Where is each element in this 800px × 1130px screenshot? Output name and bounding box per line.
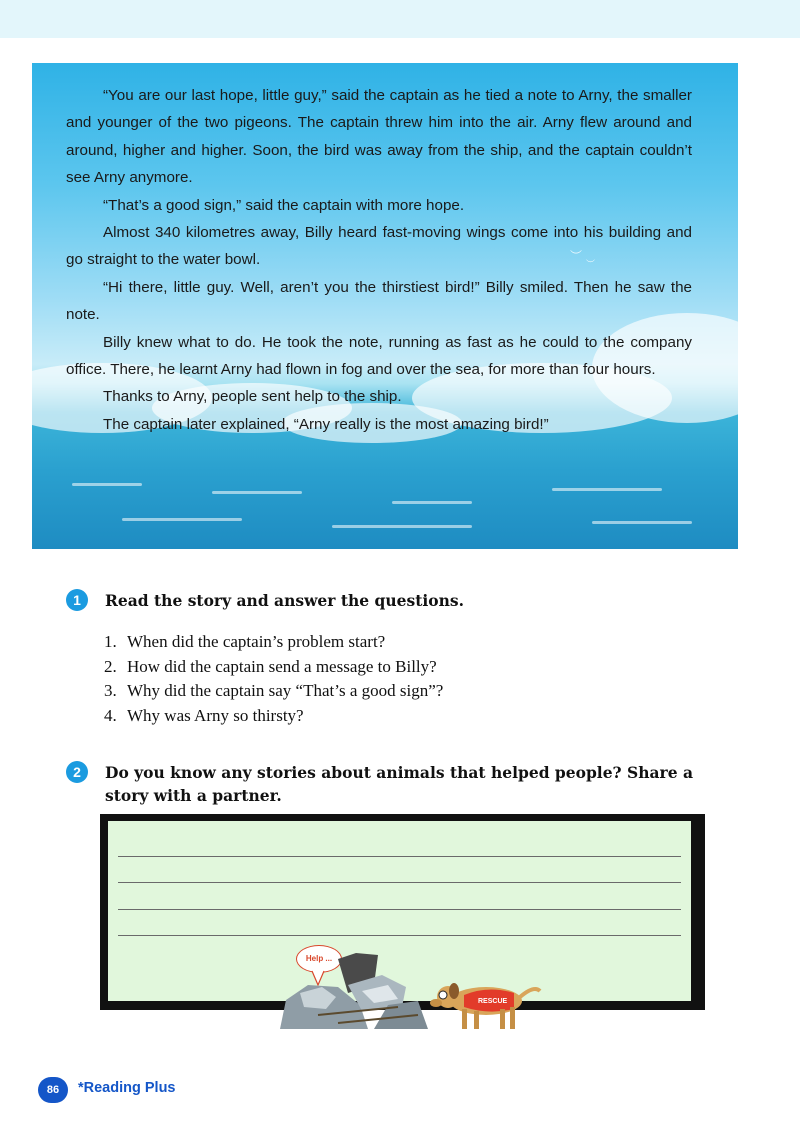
question-item: [104, 679, 443, 704]
page-number: 86: [38, 1077, 68, 1103]
dog-ear: [449, 983, 459, 999]
wave: [212, 491, 302, 494]
question-item: [104, 655, 443, 680]
speech-bubble-tail: [312, 971, 324, 985]
dog-tail: [520, 989, 540, 997]
section-label: *Reading Plus: [78, 1080, 176, 1096]
question-item: [104, 704, 443, 729]
seagull-icon: ︶: [586, 260, 596, 270]
story-paragraph: Thanks to Arny, people sent help to the ship.: [103, 388, 402, 406]
rubble-and-dog-drawing: [278, 945, 548, 1035]
speech-bubble: Help ...: [296, 945, 342, 973]
writing-line: [118, 909, 681, 910]
question-text: Why did the captain say “That’s a good sign”?: [127, 681, 444, 700]
dog-leg: [500, 1009, 505, 1029]
dog-goggles: [439, 991, 447, 999]
dog-snout: [430, 999, 442, 1007]
story-paragraph: “You are our last hope, little guy,” said the captain as he tied a note to Arny, the smaller and younger of the two pigeons. The captain threw him into the air. Arny flew around and around, higher and higher. Soon, the bird was away from the ship, and the captain couldn’t see Arny anymore.: [66, 87, 692, 187]
exercise-2-header: [66, 761, 726, 809]
question-list: [104, 630, 443, 728]
question-number: 4.: [104, 705, 117, 725]
story-paragraph: Billy knew what to do. He took the note, running as fast as he could to the company office. There, he learnt Arny had flown in fog and over the sea, for more than four hours.: [66, 333, 692, 379]
question-number: 3.: [104, 681, 117, 700]
dog-leg: [462, 1009, 467, 1029]
wave: [592, 521, 692, 524]
dog-leg: [474, 1011, 479, 1029]
wave: [392, 501, 472, 504]
dog-leg: [510, 1007, 515, 1029]
question-item: [104, 630, 443, 655]
story-paragraph: “That’s a good sign,” said the captain with more hope.: [103, 196, 465, 214]
exercise-1-title: Read the story and answer the questions.: [105, 591, 465, 610]
wave: [72, 483, 142, 486]
question-number: 1.: [104, 632, 117, 651]
story-panel: [32, 63, 738, 549]
wave: [122, 518, 242, 521]
writing-line: [118, 882, 681, 883]
question-text: Why was Arny so thirsty?: [127, 705, 304, 725]
story-paragraph: Almost 340 kilometres away, Billy heard fast-moving wings come into his building and go straight to the water bowl.: [66, 224, 692, 269]
wave: [552, 488, 662, 491]
story-paragraph: The captain later explained, “Arny really is the most amazing bird!”: [103, 415, 549, 433]
top-header-band: [0, 0, 800, 38]
story-paragraph: “Hi there, little guy. Well, aren’t you the thirstiest bird!” Billy smiled. Then he saw the note.: [66, 278, 692, 324]
rescue-vest-label: RESCUE: [478, 998, 508, 1005]
exercise-2-title: Do you know any stories about animals that helped people? Share a story with a partner.: [105, 763, 694, 805]
rescue-dog-illustration: [278, 945, 548, 1035]
writing-line: [118, 935, 681, 936]
story-text: [66, 82, 692, 438]
question-number: 2.: [104, 656, 117, 676]
question-text: How did the captain send a message to Billy?: [127, 656, 437, 676]
writing-line: [118, 856, 681, 857]
wave: [332, 525, 472, 528]
exercise-number-badge: 2: [66, 761, 88, 783]
exercise-number-badge: 1: [66, 589, 88, 611]
seagull-icon: ︶: [570, 249, 583, 263]
exercise-1-header: [66, 589, 726, 613]
question-text: When did the captain’s problem start?: [127, 632, 386, 651]
